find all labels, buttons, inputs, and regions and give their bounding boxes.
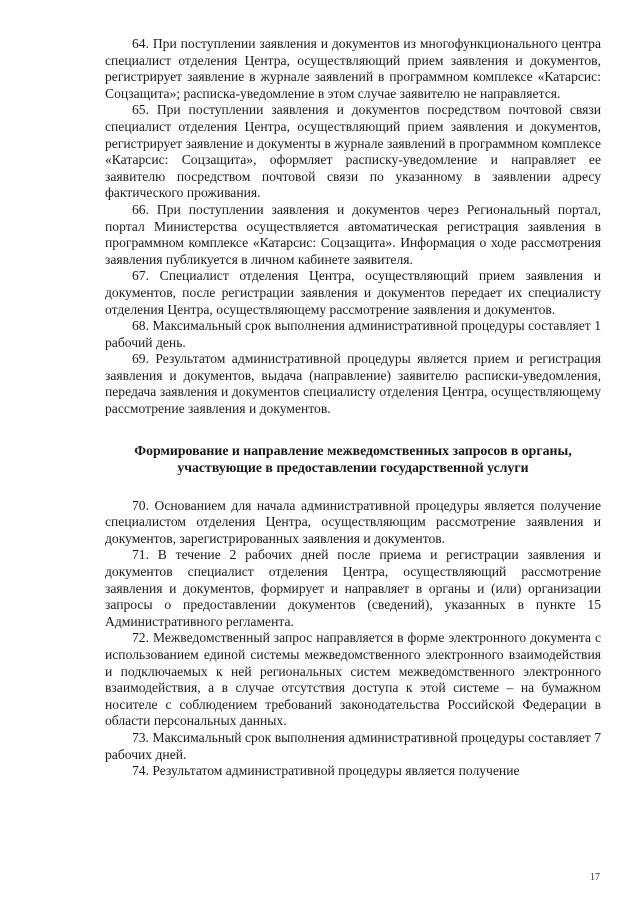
paragraph-70: 70. Основанием для начала административной процедуры является получение специалистом отделения Центра, осуществляющим рассмотрение заявления и документов, зарегистрированных заявления и документов. bbox=[105, 497, 601, 546]
document-body bbox=[105, 36, 601, 780]
paragraph-72: 72. Межведомственный запрос направляется в форме электронного документа с использованием единой системы межведомственного электронного взаимодействия и подключаемых к ней региональных систем межведомственного электронного взаимодействия, а в случае отсутствия доступа к этой системе – на бумажном носителе с соблюдением требований законодательства Российской Федерации в области персональных данных. bbox=[105, 630, 601, 729]
paragraph-73: 73. Максимальный срок выполнения административной процедуры составляет 7 рабочих дней. bbox=[105, 729, 601, 762]
paragraph-64: 64. При поступлении заявления и документов из многофункционального центра специалист отделения Центра, осуществляющий прием заявления и документов, регистрирует заявление в журнале заявлений в программном комплексе «Катарсис: Соцзащита»; расписка-уведомление в этом случае заявителю не направляется. bbox=[105, 36, 601, 101]
paragraph-71: 71. В течение 2 рабочих дней после приема и регистрации заявления и документов специалист отделения Центра, осуществляющий рассмотрение заявления и документов, формирует и направляет в органы и (или) организации запросы о предоставлении документов (сведений), указанных в пункте 15 Административного регламента. bbox=[105, 547, 601, 629]
paragraph-67: 67. Специалист отделения Центра, осуществляющий прием заявления и документов, после регистрации заявления и документов передает их специалисту отделения Центра, осуществляющему рассмотрение заявления и документов. bbox=[105, 268, 601, 317]
paragraph-66: 66. При поступлении заявления и документов через Региональный портал, портал Министерства осуществляется автоматическая регистрация заявления в программном комплексе «Катарсис: Соцзащита». Информация о ходе рассмотрения заявления публикуется в личном кабинете заявителя. bbox=[105, 201, 601, 267]
paragraph-69: 69. Результатом административной процедуры является прием и регистрация заявления и документов, выдача (направление) заявителю расписки-уведомления, передача заявления и документов специалисту отделения Центра, осуществляющему рассмотрение заявления и документов. bbox=[105, 351, 601, 417]
paragraph-65: 65. При поступлении заявления и документов посредством почтовой связи специалист отделения Центра, осуществляющий прием заявления и документов, регистрирует заявление и документы в журнале заявлений в программном комплексе «Катарсис: Соцзащита», оформляет расписку-уведомление и направляет ее заявителю посредством почтовой связи по указанному в заявлении адресу фактического проживания. bbox=[105, 102, 601, 201]
section-heading: Формирование и направление межведомственных запросов в органы, участвующие в предоставлении государственной услуги bbox=[134, 442, 572, 475]
paragraph-68: 68. Максимальный срок выполнения административной процедуры составляет 1 рабочий день. bbox=[105, 318, 601, 350]
paragraph-74: 74. Результатом административной процедуры является получение bbox=[132, 763, 520, 779]
page-number: 17 bbox=[590, 872, 600, 883]
